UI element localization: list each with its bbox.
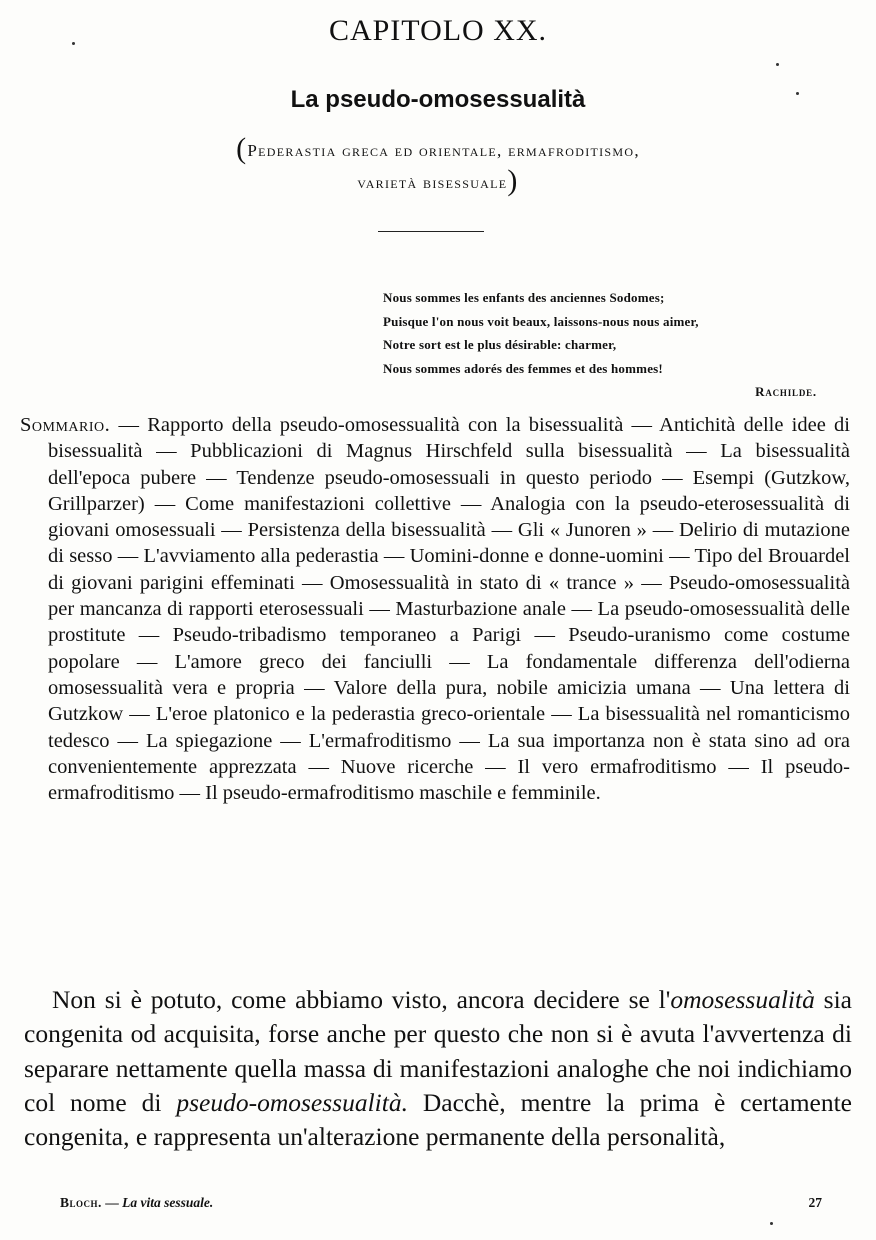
footer-dash: — [101, 1195, 123, 1210]
subtitle-line-2: varietà bisessuale [357, 173, 508, 192]
page-number: 27 [808, 1195, 822, 1210]
epigraph-line: Nous sommes les enfants des anciennes Sodomes; [383, 290, 665, 305]
summary-label: Sommario. [20, 414, 111, 436]
page-footer [60, 1195, 822, 1211]
body-emphasis-2: pseudo-omosessualità. [176, 1087, 408, 1117]
epigraph-line: Notre sort est le plus désirable: charmer, [383, 337, 617, 352]
subtitle-line-1: Pederastia greca ed orientale, ermafroditismo, [247, 141, 640, 160]
epigraph-line: Nous sommes adorés des femmes et des hommes! [383, 360, 663, 376]
body-text-2: sia congenita od acquisita, forse anche per questo che non si è avuta l'avvertenza di separare nettamente quella massa di manifestazioni analoghe che noi indichiamo col nome di [24, 985, 853, 1117]
chapter-summary [20, 412, 850, 806]
chapter-title: La pseudo-omosessualità [290, 86, 586, 113]
scan-speck [776, 63, 779, 66]
title-divider [378, 231, 484, 232]
footer-work-title: La vita sessuale. [122, 1195, 214, 1210]
body-emphasis-1: omosessualità [670, 985, 815, 1014]
scan-speck [796, 92, 799, 95]
chapter-subtitle [100, 134, 776, 198]
scan-speck [770, 1222, 773, 1225]
subtitle-close-paren: ) [507, 164, 519, 197]
body-text-1: Non si è potuto, come abbiamo visto, ancora decidere se l' [52, 985, 671, 1014]
summary-text: — Rapporto della pseudo-omosessualità con la bisessualità — Antichità delle idee di bisessualità — Pubblicazioni di Magnus Hirschfeld sulla bisessualità — La bisessualità dell'epoca pubere — Tendenze pseudo-omosessuali in questo periodo — Esempi (Gutzkow, Grillparzer) — Come manifestazioni collettive — Analogia con la pseudo-eterosessualità di giovani omosessuali — Persistenza della bisessualità — Gli « Junoren » — Delirio di mutazione di sesso — L'avviamento alla pederastia — Uomini-donne e donne-uomini — Tipo del Brouardel di giovani parigini effeminati — Omosessualità in stato di « trance » — Pseudo-omosessualità per mancanza di rapporti eterosessuali — Masturbazione anale — La pseudo-omosessualità delle prostitute — Pseudo-tribadismo temporaneo a Parigi — Pseudo-uranismo come costume popolare — L'amore greco dei fanciulli — La fondamentale differenza dell'odierna omosessualità vera e propria — Valore della pura, nobile amicizia umana — Una lettera di Gutzkow — L'eroe platonico e la pederastia greco-orientale — La bisessualità nel romanticismo tedesco — La spiegazione — L'ermafroditismo — La sua importanza non è stata sino ad ora convenientemente apprezzata — Nuove ricerche — Il vero ermafroditismo — Il pseudo-ermafroditismo — Il pseudo-ermafroditismo maschile e femminile. [48, 414, 850, 805]
epigraph-line: Puisque l'on nous voit beaux, laissons-nous nous aimer, [383, 313, 699, 329]
epigraph-author: Rachilde. [755, 384, 817, 399]
footer-author: Bloch. [60, 1195, 102, 1210]
body-text-3: Dacchè, mentre la prima è certamente congenita, e rappresenta un'alterazione permanente della personalità, [24, 1087, 853, 1152]
subtitle-open-paren: ( [236, 132, 248, 165]
scan-speck [72, 42, 75, 45]
chapter-heading: CAPITOLO XX. [328, 14, 548, 47]
epigraph [383, 286, 853, 404]
body-paragraph [24, 983, 852, 1154]
